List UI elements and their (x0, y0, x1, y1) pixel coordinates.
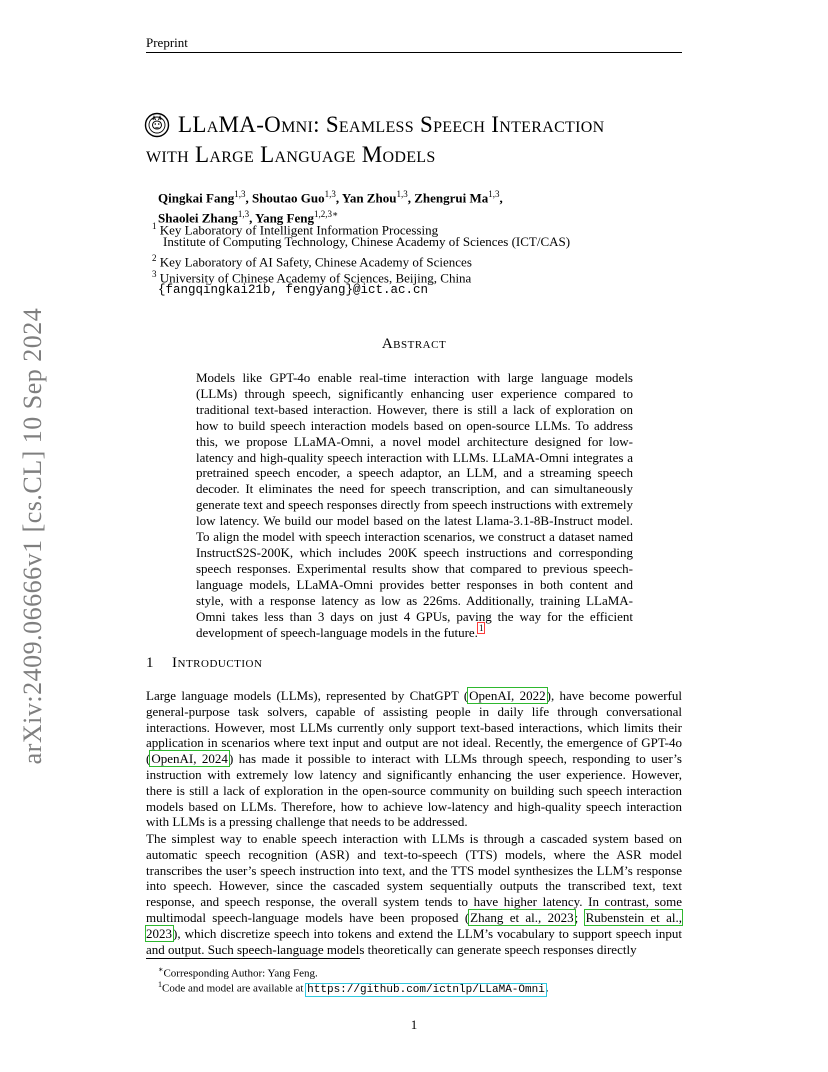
footnote-rule (146, 958, 360, 959)
author-sep: , (407, 190, 415, 206)
author-affil-sup: 1,3 (396, 189, 408, 199)
citation-link[interactable]: OpenAI, 2024 (151, 751, 228, 767)
author-affil-sup: 1,2,3∗ (314, 209, 339, 220)
author-sep: , (499, 190, 503, 206)
footnote-link[interactable]: 1 (478, 623, 484, 634)
intro-paragraph-1 (146, 688, 682, 830)
header-rule (146, 52, 682, 53)
author-emails: {fangqingkai21b, fengyang}@ict.ac.cn (158, 283, 429, 297)
arxiv-stamp: arXiv:2409.06666v1 [cs.CL] 10 Sep 2024 (18, 307, 47, 765)
author-name: Shaolei Zhang (158, 210, 238, 226)
abstract-text: Models like GPT-4o enable real-time interaction with large language models (LLMs) through speech, significantly enhancing user experience compared to traditional text-based interaction. However, there is still a lack of exploration on how to build speech interaction models based on open-source LLMs. To address this, we propose LLaMA-Omni, a novel model architecture designed for low-latency and high-quality speech interaction with LLMs. LLaMA-Omni integrates a pretrained speech encoder, a speech adaptor, an LLM, and a streaming speech decoder. It eliminates the need for speech transcription, and can simultaneously generate text and speech responses directly from speech instructions with extremely low latency. We build our model based on the latest Llama-3.1-8B-Instruct model. To align the model with speech interaction scenarios, we construct a dataset named InstructS2S-200K, which includes 200K speech instructions and corresponding speech responses. Experimental results show that compared to previous speech-language models, LLaMA-Omni provides better responses in both content and style, with a response latency as low as 226ms. Additionally, training LLaMA-Omni takes less than 3 days on just 4 GPUs, paving the way for the efficient development of speech-language models in the future. (196, 370, 633, 640)
citation-link[interactable]: OpenAI, 2022 (469, 688, 546, 703)
citation-link[interactable]: Rubenstein et al., 2023 (146, 909, 682, 941)
author-sep: , (245, 190, 252, 206)
paragraph-text: Large language models (LLMs), represented by ChatGPT ( (146, 688, 469, 703)
affiliation-text: Key Laboratory of AI Safety, Chinese Academy of Sciences (159, 254, 472, 270)
affiliation-1-line-2: Institute of Computing Technology, Chinese Academy of Sciences (ICT/CAS) (163, 234, 571, 249)
paragraph-text: ), have become powerful general-purpose task solvers, capable of assisting people in daily life through conversational interactions. However, most LLMs currently only support text-based interactions, which limits their application in scenarios where text input and output are not ideal. Recently, the emergence of GPT-4o ( (146, 688, 682, 767)
author-name: Qingkai Fang (158, 190, 235, 206)
author-name: Yan Zhou (341, 190, 397, 206)
citation-sep: ; (574, 909, 585, 925)
author-affil-sup: 1,3 (324, 189, 336, 199)
title-line-2: with Large Language Models (146, 142, 436, 167)
author-sep: , (249, 210, 256, 226)
intro-paragraph-2 (146, 831, 682, 957)
author-affil-sup: 1,3 (234, 189, 246, 199)
author-sep: , (335, 190, 342, 206)
footnote-code (158, 978, 549, 997)
running-header: Preprint (146, 35, 188, 50)
abstract-heading: Abstract (381, 336, 447, 352)
footnote-mark: 1 (158, 980, 162, 989)
paragraph-text: ) has made it possible to interact with LLMs through speech, responding to user’s instruction with extremely low latency and significantly enhancing the user experience. However, there is still a lack of exploration in the open-source community on building such speech interaction models based on LLMs. Therefore, how to achieve low-latency and high-quality speech interaction with LLMs is a pressing challenge that needs to be addressed. (146, 751, 682, 830)
affiliation-text: University of Chinese Academy of Sciences, Beijing, China (159, 270, 472, 286)
llama-logo-icon (144, 112, 170, 138)
affiliation-text: Key Laboratory of Intelligent Information Processing (159, 222, 439, 238)
page-number: 1 (410, 1017, 418, 1032)
section-heading (146, 655, 262, 672)
code-url-link[interactable]: https://github.com/ictnlp/LLaMA-Omni (307, 983, 545, 996)
footnote-mark: ∗ (158, 965, 164, 974)
author-affil-sup: 1,3 (237, 209, 250, 220)
author-name: Zhengrui Ma (414, 190, 489, 206)
author-name: Shoutao Guo (251, 190, 325, 206)
paper-title (146, 110, 698, 170)
footnote-end: . (545, 982, 549, 995)
affiliation-sup: 2 (152, 253, 157, 263)
affiliation-sup: 1 (152, 221, 157, 231)
citation-link[interactable]: Zhang et al., 2023 (470, 909, 574, 925)
section-title: Introduction (172, 655, 263, 671)
paragraph-text: ), which discretize speech into tokens and extend the LLM’s vocabulary to support speech input and output. Such speech-language models theoretically can generate speech responses directly (146, 925, 682, 957)
paragraph-text: The simplest way to enable speech interaction with LLMs is through a cascaded system based on automatic speech recognition (ASR) and text-to-speech (TTS) models, where the ASR model transcribes the user’s speech instruction into text, and the TTS model synthesizes the LLM’s response into speech. However, since the cascaded system sequentially outputs the transcribed text, text response, and speech response, the overall system tends to have higher latency. In contrast, some multimodal speech-language models have been proposed ( (146, 831, 682, 925)
footnote-text: Code and model are available at (162, 982, 307, 995)
author-affil-sup: 1,3 (488, 189, 500, 199)
footnote-text: Corresponding Author: Yang Feng. (163, 967, 318, 980)
title-line-1: LLaMA-Omni: Seamless Speech Interaction (178, 112, 605, 137)
author-name: Yang Feng (255, 210, 314, 226)
section-number: 1 (146, 655, 154, 671)
affiliation-sup: 3 (152, 269, 157, 279)
abstract-body (196, 370, 633, 640)
